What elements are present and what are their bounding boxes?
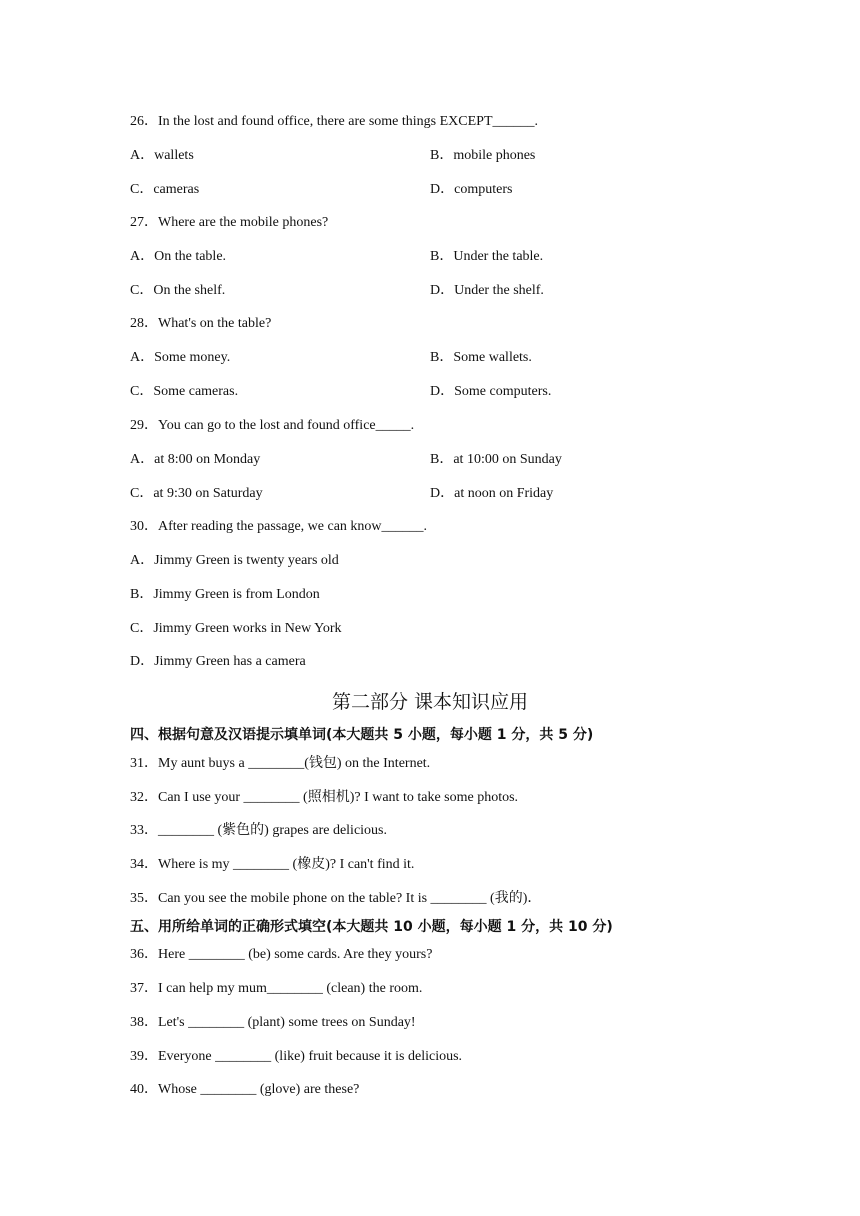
question-30-option-c: C．Jimmy Green works in New York	[130, 621, 342, 636]
question-33: 33．________ (紫色的) grapes are delicious.	[130, 823, 387, 838]
question-26-option-d: D．computers	[430, 182, 513, 197]
question-28-stem: 28．What's on the table?	[130, 316, 272, 331]
question-37: 37．I can help my mum________ (clean) the room.	[130, 981, 423, 996]
question-28-option-a: A．Some money.	[130, 350, 231, 365]
question-29-option-d: D．at noon on Friday	[430, 486, 554, 501]
question-30-option-b: B．Jimmy Green is from London	[130, 587, 320, 602]
question-39: 39．Everyone ________ (like) fruit because it is delicious.	[130, 1049, 463, 1064]
question-29-option-c: C．at 9:30 on Saturday	[130, 486, 263, 501]
question-26-option-c: C．cameras	[130, 182, 200, 197]
question-32: 32．Can I use your ________ (照相机)? I want to take some photos.	[130, 790, 519, 805]
question-27-option-a: A．On the table.	[130, 249, 227, 264]
question-27-option-d: D．Under the shelf.	[430, 283, 544, 298]
question-29-option-b: B．at 10:00 on Sunday	[430, 452, 562, 467]
question-34: 34．Where is my ________ (橡皮)? I can't find it.	[130, 857, 415, 872]
question-30-option-d: D．Jimmy Green has a camera	[130, 654, 306, 669]
question-38: 38．Let's ________ (plant) some trees on Sunday!	[130, 1015, 416, 1030]
question-27-option-c: C．On the shelf.	[130, 283, 226, 298]
question-27-option-b: B．Under the table.	[430, 249, 544, 264]
question-27-stem: 27．Where are the mobile phones?	[130, 215, 329, 230]
question-28-option-b: B．Some wallets.	[430, 350, 532, 365]
question-40: 40．Whose ________ (glove) are these?	[130, 1082, 360, 1097]
question-36: 36．Here ________ (be) some cards. Are they yours?	[130, 947, 433, 962]
question-26-option-a: A．wallets	[130, 148, 194, 163]
part-two-title: 第二部分 课本知识应用	[331, 691, 529, 713]
question-30-option-a: A．Jimmy Green is twenty years old	[130, 553, 339, 568]
question-29-stem: 29．You can go to the lost and found office_____.	[130, 418, 415, 433]
question-35: 35．Can you see the mobile phone on the table? It is ________ (我的)．	[130, 891, 542, 906]
question-26-option-b: B．mobile phones	[430, 148, 536, 163]
question-28-option-d: D．Some computers.	[430, 384, 552, 399]
question-30-stem: 30．After reading the passage, we can know______.	[130, 519, 428, 534]
question-31: 31．My aunt buys a ________(钱包) on the Internet.	[130, 756, 431, 771]
question-26-stem: 26．In the lost and found office, there are some things EXCEPT______.	[130, 114, 538, 129]
section-five-heading: 五、用所给单词的正确形式填空(本大题共 10 小题，每小题 1 分，共 10 分)	[130, 919, 613, 935]
question-28-option-c: C．Some cameras.	[130, 384, 239, 399]
section-four-heading: 四、根据句意及汉语提示填单词(本大题共 5 小题，每小题 1 分，共 5 分)	[130, 727, 594, 743]
question-29-option-a: A．at 8:00 on Monday	[130, 452, 261, 467]
